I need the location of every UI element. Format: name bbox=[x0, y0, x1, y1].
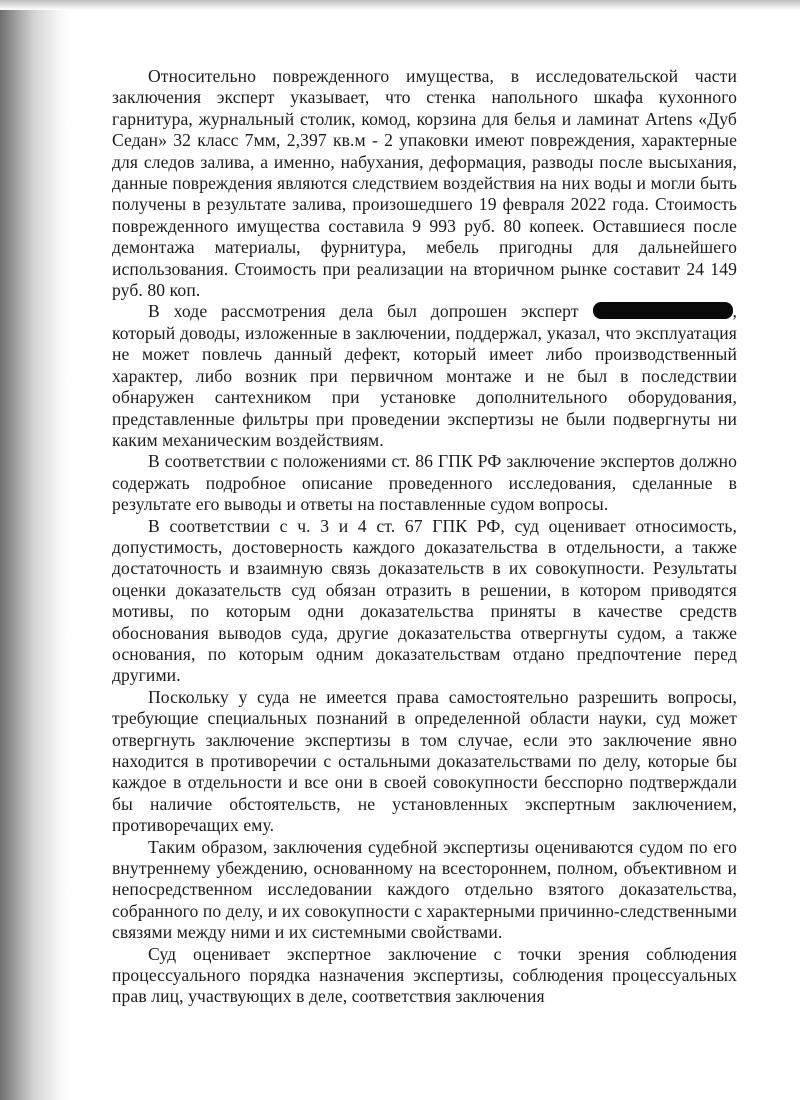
scan-top-shadow bbox=[0, 0, 800, 10]
redacted-expert-name bbox=[593, 302, 733, 319]
paragraph-court-rights: Поскольку у суда не имеется права самостоятельно разрешить вопросы, требующие специальных познаний в определенной области науки, суд может отвергнуть заключение экспертизы в том случае, если это заключение явно находится в противоречии с остальными доказательствами по делу, которые бы каждое в отдельности и все они в своей совокупности бесспорно подтверждали бы наличие обстоятельств, не установленных экспертным заключением, противоречащих ему. bbox=[112, 686, 737, 836]
paragraph-article-67: В соответствии с ч. 3 и 4 ст. 67 ГПК РФ, суд оценивает относимость, допустимость, достоверность каждого доказательства в отдельности, а также достаточность и взаимную связь доказательств в их совокупности. Результаты оценки доказательств суд обязан отразить в решении, в котором приводятся мотивы, по которым одни доказательства приняты в качестве средств обоснования выводов суда, другие доказательства отвергнуты судом, а также основания, по которым одним доказательствам отдано предпочтение перед другими. bbox=[112, 515, 737, 686]
paragraph-expert-testimony-end: , который доводы, изложенные в заключении, поддержал, указал, что эксплуатация не может повлечь данный дефект, который имеет либо производственный характер, либо возник при первичном монтаже и не был в последствии обнаружен сантехником при установке дополнительного оборудования, представленные фильтры при проведении экспертизы не были подвергнуты ни каким механическим воздействиям. bbox=[112, 301, 737, 450]
document-page bbox=[112, 66, 737, 1008]
paragraph-expert-testimony-start: В ходе рассмотрения дела был допрошен эксперт bbox=[148, 301, 579, 322]
paragraph-expert-testimony bbox=[112, 301, 737, 451]
paragraph-article-86: В соответствии с положениями ст. 86 ГПК РФ заключение экспертов должно содержать подробное описание проведенного исследования, сделанные в результате его выводы и ответы на поставленные судом вопросы. bbox=[112, 451, 737, 515]
paragraph-damaged-property: Относительно поврежденного имущества, в исследовательской части заключения эксперт указывает, что стенка напольного шкафа кухонного гарнитура, журнальный столик, комод, корзина для белья и ламинат Artens «Дуб Седан» 32 класс 7мм, 2,397 кв.м - 2 упаковки имеют повреждения, характерные для следов залива, а именно, набухания, деформация, разводы после высыхания, данные повреждения являются следствием воздействия на них воды и могли быть получены в результате залива, произошедшего 19 февраля 2022 года. Стоимость поврежденного имущества составила 9 993 руб. 80 копеек. Оставшиеся после демонтажа материалы, фурнитура, мебель пригодны для дальнейшего использования. Стоимость при реализации на вторичном рынке составит 24 149 руб. 80 коп. bbox=[112, 66, 737, 301]
paragraph-assessment: Таким образом, заключения судебной экспертизы оцениваются судом по его внутреннему убеждению, основанному на всестороннем, полном, объективном и непосредственном исследовании каждого отдельно взятого доказательства, собранного по делу, и их совокупности с характерными причинно-следственными связями между ними и их системными свойствами. bbox=[112, 836, 737, 943]
paragraph-procedure: Суд оценивает экспертное заключение с точки зрения соблюдения процессуального порядка назначения экспертизы, соблюдения процессуальных прав лиц, участвующих в деле, соответствия заключения bbox=[112, 943, 737, 1007]
scan-edge-shadow bbox=[0, 0, 70, 1100]
